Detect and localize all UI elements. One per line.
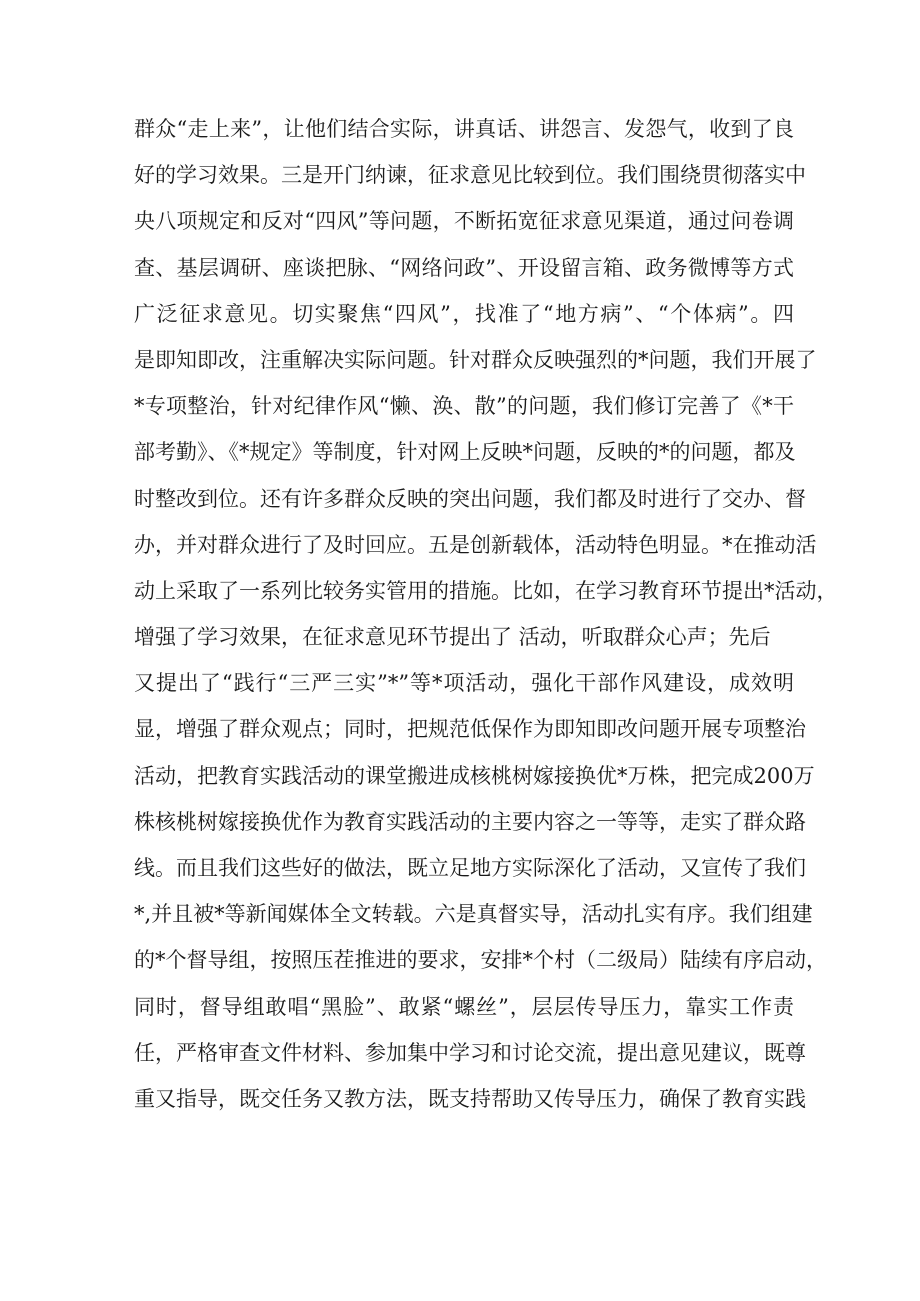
text-line: 线。而且我们这些好的做法，既立足地方实际深化了活动，又宣传了我们 [134, 856, 806, 880]
text-line: 的*个督导组，按照压茬推进的要求，安排*个村（二级局）陆续有序启动， [134, 948, 827, 973]
text-line: 是即知即改，注重解决实际问题。针对群众反映强烈的*问题，我们开展了 [134, 347, 817, 372]
text-line: 任，严格审查文件材料、参加集中学习和讨论交流，提出意见建议，既尊 [134, 1040, 806, 1065]
text-line: 办，并对群众进行了及时回应。五是创新载体，活动特色明显。*在推动活 [134, 532, 817, 557]
text-line: 显，增强了群众观点；同时，把规范低保作为即知即改问题开展专项整治 [134, 717, 806, 742]
text-line: 好的学习效果。三是开门纳谏，征求意见比较到位。我们围绕贯彻落实中 [134, 163, 806, 188]
text-line: 查、基层调研、座谈把脉、“网络问政”、开设留言箱、政务微博等方式 [134, 255, 794, 280]
text-line: 同时，督导组敢唱“黑脸”、敢紧“螺丝”，层层传导压力，靠实工作责 [134, 994, 794, 1019]
text-line: *专项整治，针对纪律作风“懒、涣、散”的问题，我们修订完善了《*干 [134, 394, 794, 419]
text-line: 部考勤》、《*规定》等制度，针对网上反映*问题，反映的*的问题，都及 [134, 440, 796, 465]
text-line: *,并且被*等新闻媒体全文转载。六是真督实导，活动扎实有序。我们组建 [134, 902, 813, 927]
text-line: 广泛征求意见。切实聚焦“四风”，找准了“地方病”、“个体病”。四 [134, 301, 794, 326]
body-text [134, 106, 838, 1122]
text-line: 央八项规定和反对“四风”等问题，不断拓宽征求意见渠道，通过问卷调 [134, 209, 794, 234]
text-line: 群众“走上来”，让他们结合实际，讲真话、讲怨言、发怨气，收到了良 [134, 117, 794, 141]
text-line: 株核桃树嫁接换优作为教育实践活动的主要内容之一等等，走实了群众路 [134, 809, 806, 834]
text-line: 时整改到位。还有许多群众反映的突出问题，我们都及时进行了交办、督 [134, 486, 806, 511]
text-line: 活动，把教育实践活动的课堂搬进成核桃树嫁接换优*万株，把完成200万 [134, 763, 815, 788]
text-line: 又提出了“践行“三严三实”*”等*项活动，强化干部作风建设，成效明 [134, 671, 794, 696]
text-line: 增强了学习效果，在征求意见环节提出了 活动，听取群众心声；先后 [134, 625, 771, 650]
text-line: 重又指导，既交任务又教方法，既支持帮助又传导压力，确保了教育实践 [134, 1086, 806, 1111]
text-line: 动上采取了一系列比较务实管用的措施。比如，在学习教育环节提出*活动， [134, 578, 838, 603]
